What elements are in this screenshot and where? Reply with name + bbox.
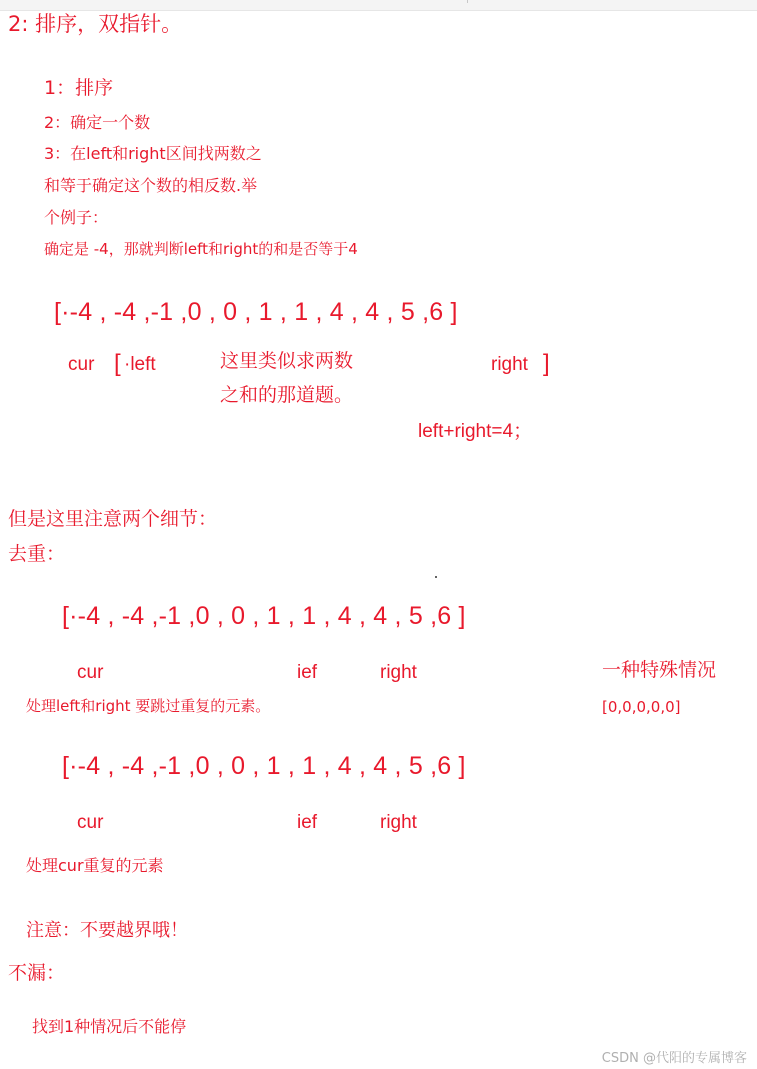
- bounds-warning: 注意：不要越界哦！: [26, 920, 188, 941]
- watermark: CSDN @代阳的专属博客: [601, 1051, 747, 1066]
- cur-duplicates-note: 处理cur重复的元素: [26, 856, 164, 875]
- right-label-2: right: [380, 662, 417, 683]
- right-label-3: right: [380, 812, 417, 833]
- details-heading: 但是这里注意两个细节：: [8, 508, 218, 530]
- left-label-2: ief: [297, 662, 318, 683]
- skip-duplicates-note: 处理left和right 要跳过重复的元素。: [26, 697, 271, 715]
- right-label-1: right: [491, 354, 528, 375]
- sum-equation: left+right=4；: [418, 421, 533, 442]
- step-find-pair-line3: 个例子：: [44, 208, 109, 227]
- analogy-note-line1: 这里类似求两数: [220, 350, 354, 372]
- section-title: 2: 排序，双指针。: [8, 12, 183, 36]
- cur-label-2: cur: [77, 662, 104, 683]
- analogy-note-line2: 之和的那道题。: [220, 384, 354, 406]
- array-1: [·-4 , -4 ,-1 ,0 , 0 , 1 , 1 , 4 , 4 , 5 ,6 ]: [54, 298, 458, 326]
- cur-label-1: cur: [68, 354, 95, 375]
- no-leak-heading: 不漏：: [8, 962, 66, 984]
- step-find-pair-line2: 和等于确定这个数的相反数.举: [44, 176, 258, 195]
- cur-label-3: cur: [77, 812, 104, 833]
- no-leak-note: 找到1种情况后不能停: [32, 1017, 187, 1036]
- left-bracket-1: [: [114, 350, 121, 377]
- step-find-pair-line1: 3：在left和right区间找两数之: [44, 144, 262, 163]
- left-label-3: ief: [297, 812, 318, 833]
- array-3: [·-4 , -4 ,-1 ,0 , 0 , 1 , 1 , 4 , 4 , 5 ,6 ]: [62, 752, 466, 780]
- left-label-1: ·left: [124, 354, 156, 375]
- top-toolbar-strip: [0, 0, 757, 11]
- right-bracket-1: ]: [543, 350, 550, 377]
- stray-dot: [435, 576, 437, 578]
- special-case-value: [0,0,0,0,0]: [602, 698, 681, 716]
- array-2: [·-4 , -4 ,-1 ,0 , 0 , 1 , 1 , 4 , 4 , 5 ,6 ]: [62, 602, 466, 630]
- step-sort: 1：排序: [44, 77, 114, 99]
- dedup-heading: 去重：: [8, 543, 66, 565]
- step-pick-number: 2：确定一个数: [44, 113, 151, 132]
- toolbar-tick: [467, 0, 468, 3]
- example-text: 确定是 -4，那就判断left和right的和是否等于4: [44, 240, 358, 258]
- special-case-title: 一种特殊情况: [602, 659, 717, 681]
